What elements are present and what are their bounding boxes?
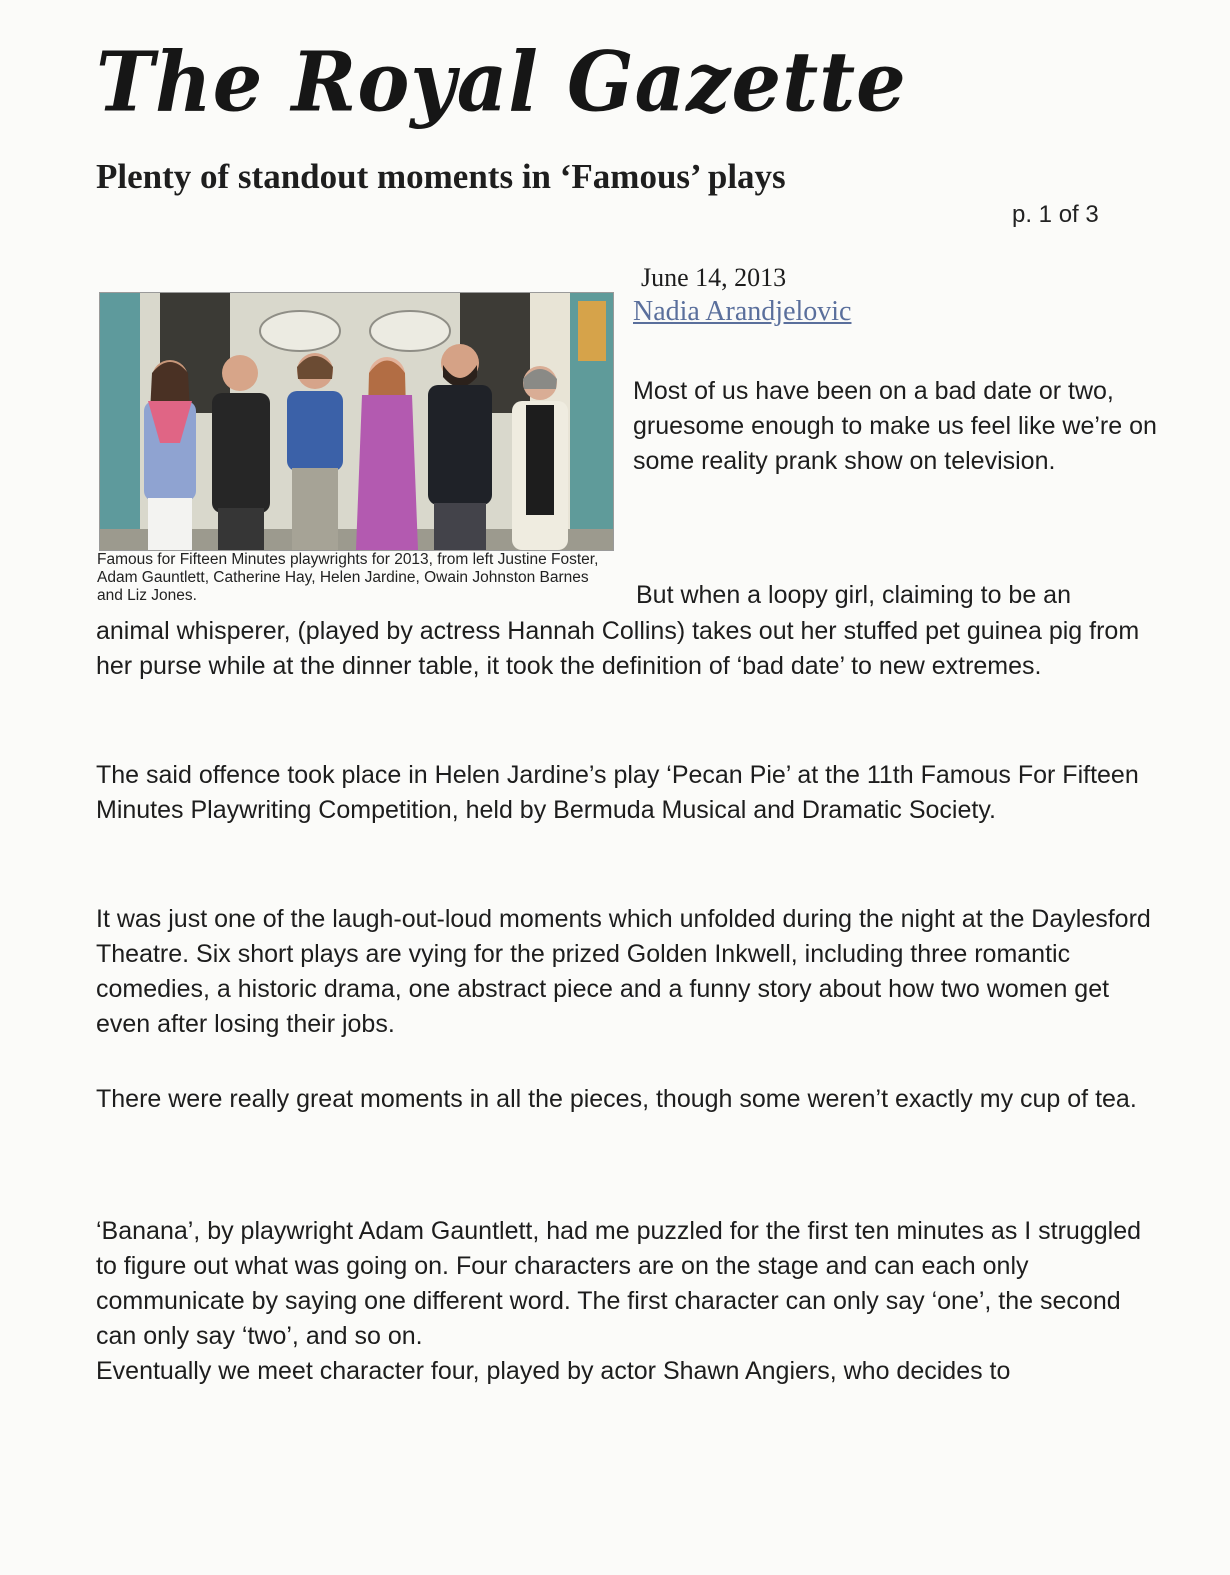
paragraph-text: The said offence took place in Helen Jardine’s play ‘Pecan Pie’ at the 11th Famous For Fifteen Minutes Playwriting Competition, held by Bermuda Musical and Dramatic Society. (96, 761, 1139, 824)
article-intro: Most of us have been on a bad date or two, gruesome enough to make us feel like we’re on some reality prank show on television. (633, 377, 1157, 475)
paragraph-text: There were really great moments in all the pieces, though some weren’t exactly my cup of tea. (96, 1085, 1137, 1113)
paragraph-text: It was just one of the laugh-out-loud moments which unfolded during the night at the Daylesford Theatre. Six short plays are vying for the prized Golden Inkwell, including three romantic comedies, a historic drama, one abstract piece and a funny story about how two women get even after losing their jobs. (96, 905, 1151, 1038)
article-paragraph-3 (96, 758, 1166, 828)
paragraph-text: Eventually we meet character four, played by actor Shawn Angiers, who decides to (96, 1357, 1011, 1385)
article-paragraph-5 (96, 1082, 1166, 1117)
article-paragraph-2-rest: animal whisperer, (played by actress Hannah Collins) takes out her stuffed pet guinea pig from her purse while at the dinner table, it took the definition of ‘bad date’ to new extremes. (96, 617, 1140, 680)
article-paragraph-6 (96, 1214, 1166, 1389)
publication-date: June 14, 2013 (641, 263, 787, 292)
group-photo-illustration (100, 293, 613, 550)
paragraph-text: ‘Banana’, by playwright Adam Gauntlett, had me puzzled for the first ten minutes as I struggled to figure out what was going on. Four characters are on the stage and can each only communicate by saying one different word. The first character can only say ‘one’, the second can only say ‘two’, and so on. (96, 1217, 1142, 1350)
masthead-logo: The Royal Gazette (96, 34, 907, 131)
photo-caption: Famous for Fifteen Minutes playwrights for 2013, from left Justine Foster, Adam Gauntlett, Catherine Hay, Helen Jardine, Owain Johnston Barnes and Liz Jones. (97, 551, 599, 604)
article-photo (99, 292, 614, 551)
article-paragraph-2-start: But when a loopy girl, claiming to be an (636, 581, 1071, 609)
headline: Plenty of standout moments in ‘Famous’ plays (96, 157, 786, 196)
page-indicator: p. 1 of 3 (1012, 201, 1099, 228)
author-link[interactable]: Nadia Arandjelovic (633, 296, 852, 327)
article-paragraph-4 (96, 902, 1166, 1042)
